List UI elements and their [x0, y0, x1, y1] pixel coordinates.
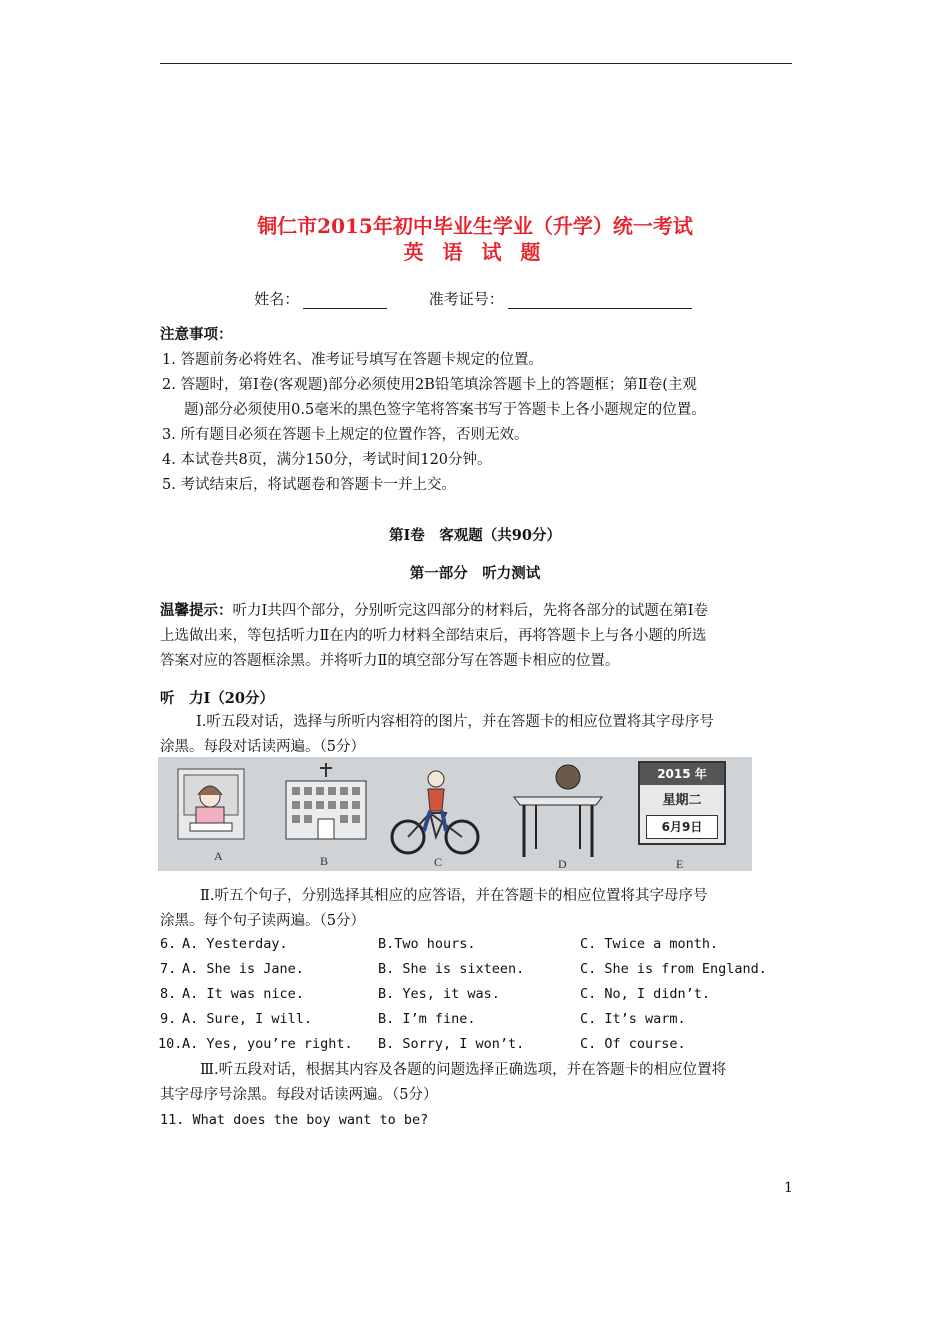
calendar-date: 6月9日	[646, 815, 718, 839]
page-number: 1	[784, 1180, 793, 1196]
notice-item: 2. 答题时，第Ⅰ卷(客观题)部分必须使用2B铅笔填涂答题卡上的答题框；第Ⅱ卷(主观	[162, 377, 697, 393]
question-list	[160, 936, 800, 1061]
option-b[interactable]: B. I’m fine.	[378, 1011, 476, 1027]
exam-no-label: 准考证号：	[428, 290, 504, 308]
option-a[interactable]: A. Sure, I will.	[182, 1011, 313, 1027]
question-row	[160, 936, 800, 958]
calendar-week: 星期二	[662, 793, 702, 808]
notice-heading: 注意事项：	[160, 326, 233, 343]
ball-on-table-icon	[508, 757, 608, 871]
instruction-line: 涂黑。每段对话读两遍。（5分）	[160, 739, 365, 755]
part1-instructions	[160, 710, 800, 760]
picture-a	[170, 757, 250, 871]
option-a[interactable]: A. It was nice.	[182, 986, 304, 1002]
tip-line: 听力Ⅰ共四个部分，分别听完这四部分的材料后，先将各部分的试题在第Ⅰ卷	[232, 603, 708, 619]
question-row	[160, 961, 800, 983]
section-title: 第Ⅰ卷 客观题（共90分）	[389, 527, 561, 544]
option-b[interactable]: B.Two hours.	[378, 936, 476, 952]
question-number: 7.	[160, 961, 177, 977]
notice-item: 4. 本试卷共8页，满分150分，考试时间120分钟。	[162, 452, 492, 468]
exam-no-blank[interactable]	[508, 292, 692, 309]
part2-instructions	[160, 884, 800, 934]
tip-block	[160, 598, 800, 674]
id-fields	[0, 288, 950, 309]
picture-strip	[158, 757, 752, 871]
part-title: 第一部分 听力测试	[409, 565, 541, 582]
option-c[interactable]: C. Twice a month.	[580, 936, 719, 952]
option-b[interactable]: B. Sorry, I won’t.	[378, 1036, 525, 1052]
calendar-icon	[638, 761, 726, 845]
question-number: 6.	[160, 936, 177, 952]
picture-label: B	[320, 854, 329, 868]
notice-item: 3. 所有题目必须在答题卡上规定的位置作答，否则无效。	[162, 427, 529, 443]
picture-b	[276, 757, 376, 871]
notice-list	[162, 348, 802, 508]
instruction-line: 涂黑。每个句子读两遍。（5分）	[160, 913, 365, 929]
option-b[interactable]: B. Yes, it was.	[378, 986, 500, 1002]
name-label: 姓名：	[254, 290, 300, 308]
exam-subtitle: 英 语 试 题	[403, 240, 547, 264]
name-blank[interactable]	[303, 292, 387, 309]
question-number: 10.	[158, 1036, 183, 1052]
instruction-line: Ⅱ.听五个句子，分别选择其相应的应答语，并在答题卡的相应位置将其字母序号	[200, 888, 708, 904]
tip-line: 答案对应的答题框涂黑。并将听力Ⅱ的填空部分写在答题卡相应的位置。	[160, 653, 620, 669]
picture-e	[634, 757, 734, 871]
instruction-line: Ⅲ.听五段对话，根据其内容及各题的问题选择正确选项，并在答题卡的相应位置将	[200, 1062, 727, 1078]
option-a[interactable]: A. Yes, you’re right.	[182, 1036, 353, 1052]
girl-reading-icon	[170, 757, 250, 871]
picture-label: D	[558, 857, 567, 871]
notice-item: 5. 考试结束后，将试题卷和答题卡一并上交。	[162, 477, 456, 493]
picture-label: C	[434, 855, 443, 869]
picture-c	[386, 757, 482, 871]
instruction-line: Ⅰ.听五段对话，选择与所听内容相符的图片，并在答题卡的相应位置将其字母序号	[196, 714, 714, 730]
part3-instructions	[160, 1058, 800, 1108]
notice-item: 题)部分必须使用0.5毫米的黑色签字笔将答案书写于答题卡上各小题规定的位置。	[184, 402, 706, 418]
question-row	[160, 986, 800, 1008]
picture-d	[508, 757, 608, 871]
option-c[interactable]: C. Of course.	[580, 1036, 686, 1052]
calendar-year: 2015 年	[640, 763, 724, 785]
option-a[interactable]: A. Yesterday.	[182, 936, 288, 952]
notice-item: 1. 答题前务必将姓名、准考证号填写在答题卡规定的位置。	[162, 352, 543, 368]
option-c[interactable]: C. It’s warm.	[580, 1011, 686, 1027]
question-11: 11. What does the boy want to be?	[160, 1112, 429, 1128]
header-rule	[160, 63, 792, 64]
question-number: 9.	[160, 1011, 177, 1027]
question-row	[160, 1036, 800, 1058]
option-a[interactable]: A. She is Jane.	[182, 961, 304, 977]
bicycle-icon	[386, 757, 482, 871]
option-c[interactable]: C. She is from England.	[580, 961, 767, 977]
exam-title: 铜仁市2015年初中毕业生学业（升学）统一考试	[257, 214, 693, 238]
listening-heading: 听 力Ⅰ（20分）	[160, 690, 274, 707]
picture-label: A	[214, 849, 223, 863]
question-number: 8.	[160, 986, 177, 1002]
question-row	[160, 1011, 800, 1033]
option-b[interactable]: B. She is sixteen.	[378, 961, 525, 977]
option-c[interactable]: C. No, I didn’t.	[580, 986, 711, 1002]
picture-label: E	[676, 857, 684, 871]
tip-label: 温馨提示：	[160, 602, 233, 619]
instruction-line: 其字母序号涂黑。每段对话读两遍。（5分）	[160, 1087, 438, 1103]
tip-line: 上选做出来，等包括听力Ⅱ在内的听力材料全部结束后，再将答题卡上与各小题的所选	[160, 628, 707, 644]
